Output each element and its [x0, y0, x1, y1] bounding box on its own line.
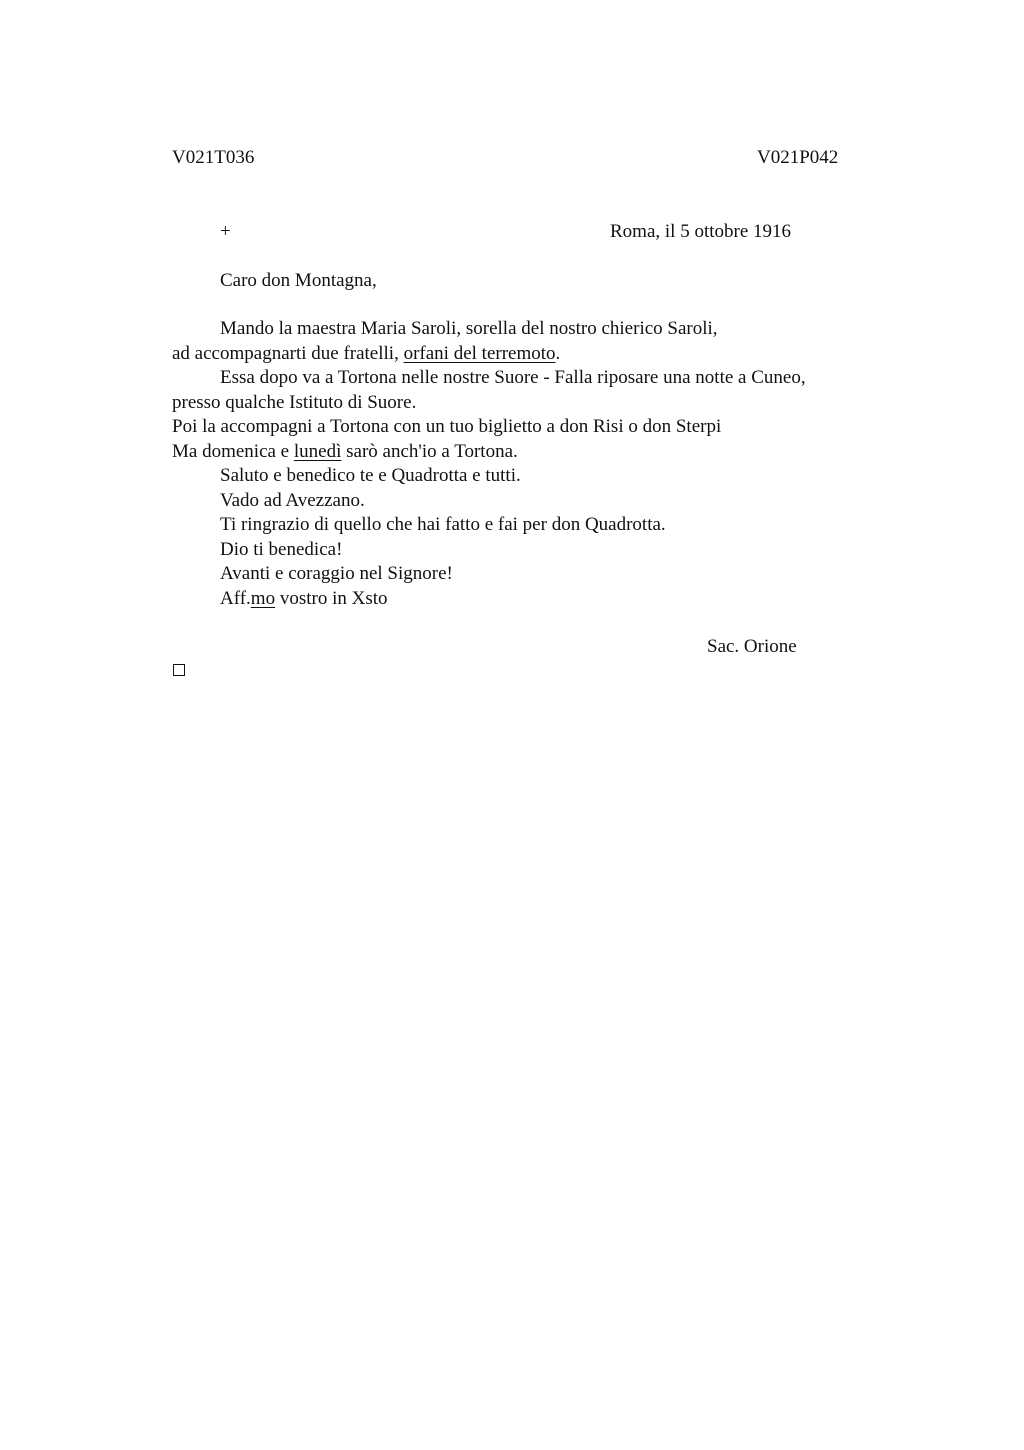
underlined-text: lunedì [293, 441, 342, 462]
body-line: Essa dopo va a Tortona nelle nostre Suore - Falla riposare una notte a Cuneo, [220, 367, 806, 388]
underlined-text: orfani del terremoto [403, 343, 556, 364]
body-line: Ma domenica e lunedì sarò anch'io a Tortona. [172, 441, 518, 462]
place-date: Roma, il 5 ottobre 1916 [610, 221, 792, 242]
body-line: ad accompagnarti due fratelli, orfani del terremoto. [172, 343, 561, 364]
underlined-text: mo [250, 588, 276, 609]
body-line: presso qualche Istituto di Suore. [172, 392, 417, 413]
signature: Sac. Orione [707, 636, 797, 657]
body-line: Saluto e benedico te e Quadrotta e tutti. [220, 465, 521, 486]
body-line: Poi la accompagni a Tortona con un tuo biglietto a don Risi o don Sterpi [172, 416, 722, 437]
body-line: Avanti e coraggio nel Signore! [220, 563, 453, 584]
body-line: Ti ringrazio di quello che hai fatto e fai per don Quadrotta. [220, 514, 666, 535]
cross-mark: + [220, 221, 231, 242]
body-line: Dio ti benedica! [220, 539, 343, 560]
document-code-right: V021P042 [757, 147, 839, 168]
document-code-left: V021T036 [172, 147, 255, 168]
salutation: Caro don Montagna, [220, 270, 377, 291]
square-outline-icon [173, 664, 185, 676]
body-line: Vado ad Avezzano. [220, 490, 365, 511]
body-line: Mando la maestra Maria Saroli, sorella del nostro chierico Saroli, [220, 318, 718, 339]
body-line: Aff.mo vostro in Xsto [220, 588, 388, 609]
